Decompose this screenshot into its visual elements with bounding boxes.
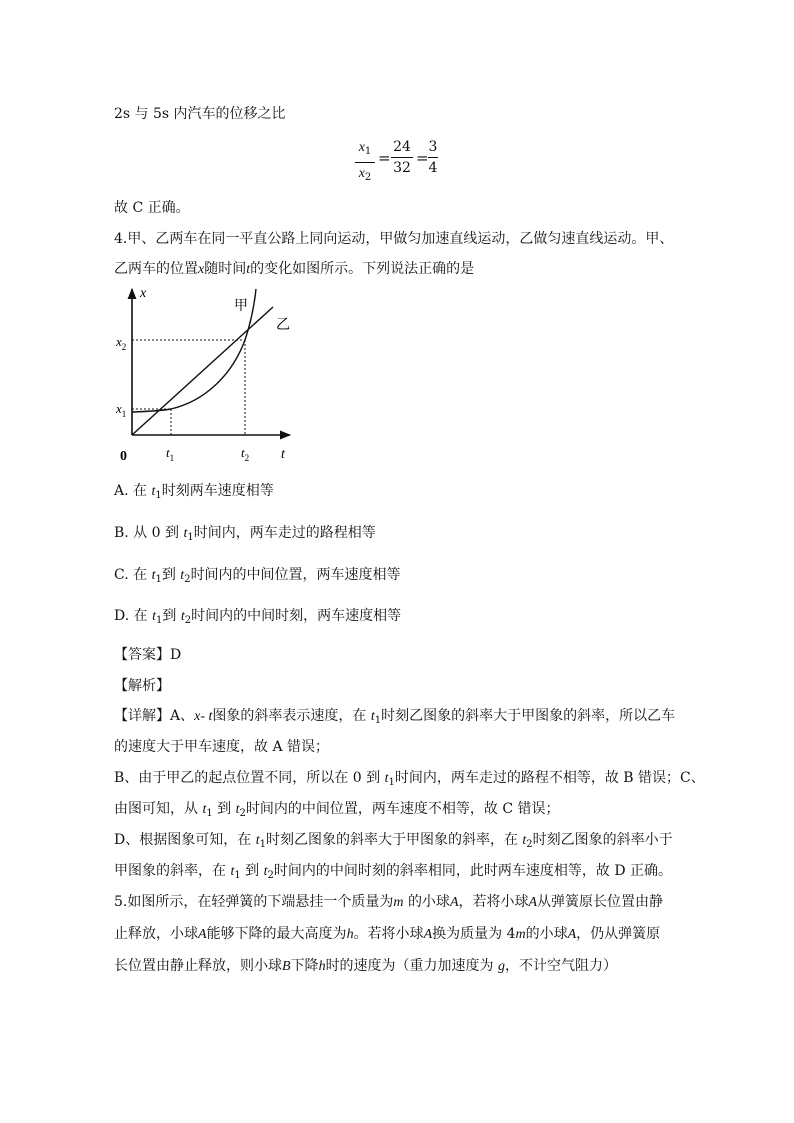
q5-line-2: 止释放，小球A能够下降的最大高度为h。若将小球A换为质量为 4m的小球A，仍从弹簧原 <box>114 926 661 942</box>
x1-label: $x_1$ <box>116 401 127 419</box>
answer: 【答案】D <box>114 647 182 663</box>
option-d: D. 在 $t_1$到 $t_2$时间内的中间时刻，两车速度相等 <box>114 608 402 626</box>
label-jia: 甲 <box>234 298 248 314</box>
line-yi <box>132 307 273 435</box>
option-a: A. 在 $t_1$时刻两车速度相等 <box>114 483 274 501</box>
detail-line-6: 甲图象的斜率，在 $t_1$ 到 $t_2$时间内的中间时刻的斜率相同，此时两车速度相等，故 D 正确。 <box>114 863 673 881</box>
xt-graph <box>110 283 300 473</box>
analysis-heading: 【解析】 <box>114 678 170 694</box>
x2-label: $x_2$ <box>116 334 127 352</box>
q5-line-3: 长位置由静止释放，则小球B下降h时的速度为（重力加速度为 g，不计空气阻力） <box>114 958 618 974</box>
label-yi: 乙 <box>276 317 290 333</box>
axis-x-label: x <box>140 286 147 301</box>
detail-line-2: 的速度大于甲车速度，故 A 错误； <box>114 739 330 755</box>
q4-stem-line2: 乙两车的位置x随时间t的变化如图所示。下列说法正确的是 <box>114 261 475 277</box>
t1-label: $t_1$ <box>166 445 175 463</box>
q5-line-1: 5.如图所示，在轻弹簧的下端悬挂一个质量为m 的小球A，若将小球A从弹簧原长位置由静 <box>114 894 664 910</box>
option-c: C. 在 $t_1$到 $t_2$时间内的中间位置，两车速度相等 <box>114 567 401 585</box>
detail-line-5: D、根据图象可知，在 $t_1$时刻乙图象的斜率大于甲图象的斜率，在 $t_2$时刻乙图象的斜率小于 <box>114 832 673 850</box>
detail-line-4: 由图可知，从 $t_1$ 到 $t_2$时间内的中间位置，两车速度不相等，故 C 错误； <box>114 801 560 819</box>
option-b: B. 从 0 到 $t_1$时间内，两车走过的路程相等 <box>114 525 376 543</box>
t2-label: $t_2$ <box>241 445 250 463</box>
detail-line-1: 【详解】A、x- t图象的斜率表示速度，在 $t_1$时刻乙图象的斜率大于甲图象的斜率，所以乙车 <box>114 708 676 726</box>
intro-line: 2s 与 5s 内汽车的位移之比 <box>114 106 286 122</box>
axis-t-label: t <box>281 447 285 462</box>
q4-stem-line1: 4.甲、乙两车在同一平直公路上同向运动，甲做匀加速直线运动，乙做匀速直线运动。甲、 <box>114 231 674 247</box>
origin-label: 0 <box>120 449 127 464</box>
q3-conclusion: 故 C 正确。 <box>114 200 190 216</box>
detail-line-3: B、由于甲乙的起点位置不同，所以在 0 到 $t_1$时间内，两车走过的路程不相等，故 B 错误；C、 <box>114 770 705 788</box>
